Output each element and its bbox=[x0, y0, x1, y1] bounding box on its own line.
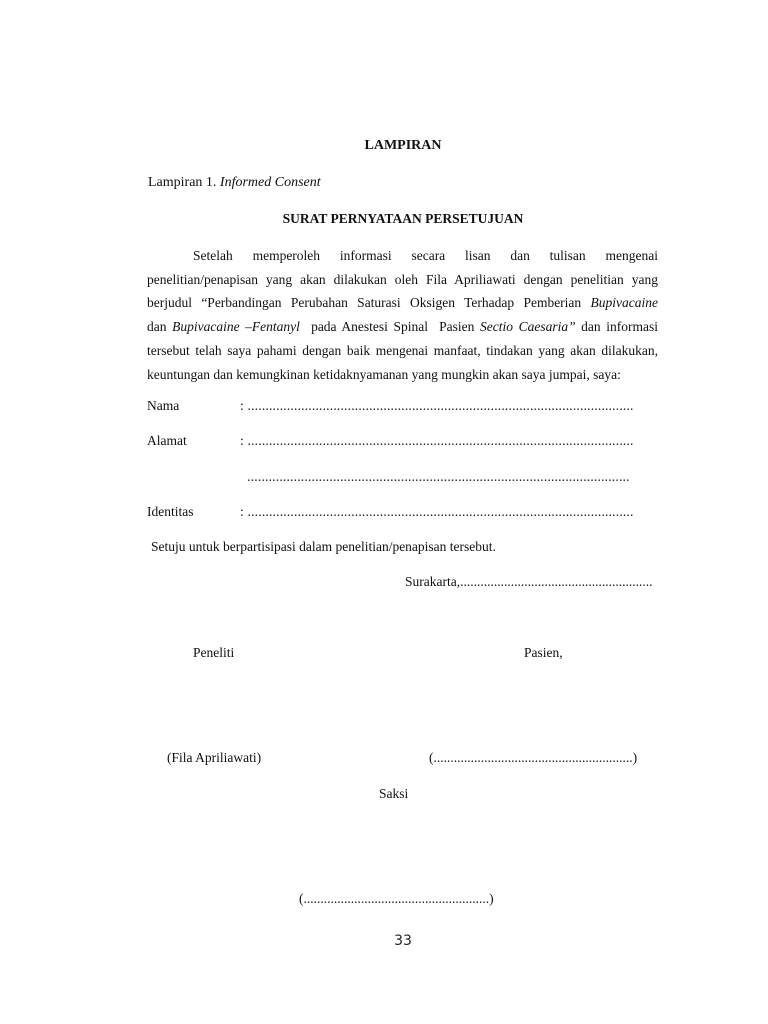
field-label-nama: Nama bbox=[147, 398, 180, 413]
agreement-statement: Setuju untuk berpartisipasi dalam penelitian/penapisan tersebut. bbox=[151, 539, 496, 554]
witness-signature-line: (.......................................................) bbox=[299, 891, 494, 906]
consent-paragraph bbox=[147, 244, 658, 386]
paragraph-line-4 bbox=[147, 315, 658, 339]
section-prefix: Lampiran 1. bbox=[148, 175, 220, 190]
paragraph-line-1: Setelah memperoleh informasi secara lisan dan tulisan mengenai bbox=[193, 248, 658, 263]
section-heading bbox=[148, 175, 321, 191]
researcher-label: Peneliti bbox=[193, 645, 235, 660]
procedure-name: Sectio Caesaria” bbox=[480, 319, 576, 335]
field-label-alamat: Alamat bbox=[147, 433, 187, 448]
patient-label: Pasien, bbox=[524, 645, 563, 660]
field-label-identitas: Identitas bbox=[147, 504, 194, 519]
paragraph-line-5: tersebut telah saya pahami dengan baik mengenai manfaat, tindakan yang akan dilakukan, bbox=[147, 342, 658, 358]
paragraph-line-4-c: pada Anestesi Spinal Pasien bbox=[299, 319, 480, 335]
witness-label: Saksi bbox=[379, 786, 409, 801]
field-blank-nama: : ............................................................................................................ bbox=[240, 398, 634, 413]
drug-name-bupivacaine-fentanyl: Bupivacaine –Fentanyl bbox=[172, 319, 300, 335]
paragraph-line-3-text: berjudul “Perbandingan Perubahan Saturasi Oksigen Terhadap Pemberian bbox=[147, 295, 591, 311]
field-blank-alamat-line-2: ........................................................................................................... bbox=[240, 469, 630, 484]
section-emphasis: Informed Consent bbox=[219, 175, 321, 190]
paragraph-line-4-e: dan informasi bbox=[575, 319, 659, 335]
field-blank-alamat: : ............................................................................................................ bbox=[240, 433, 634, 448]
drug-name-bupivacaine: Bupivacaine bbox=[590, 295, 658, 311]
paragraph-line-3 bbox=[147, 291, 658, 315]
paragraph-line-6: keuntungan dan kemungkinan ketidaknyamanan yang mungkin akan saya jumpai, saya: bbox=[147, 366, 621, 382]
document-title: LAMPIRAN bbox=[364, 138, 442, 153]
place-date-line: Surakarta,......................................................... bbox=[405, 574, 653, 589]
page-number: 33 bbox=[394, 933, 412, 949]
field-blank-identitas: : ............................................................................................................ bbox=[240, 504, 634, 519]
researcher-name: (Fila Apriliawati) bbox=[167, 750, 262, 765]
document-subtitle: SURAT PERNYATAAN PERSETUJUAN bbox=[282, 211, 524, 226]
patient-signature-line: (...........................................................) bbox=[429, 750, 638, 765]
paragraph-line-2: penelitian/penapisan yang akan dilakukan oleh Fila Apriliawati dengan penelitian yang bbox=[147, 271, 658, 287]
paragraph-line-4-a: dan bbox=[147, 319, 173, 335]
